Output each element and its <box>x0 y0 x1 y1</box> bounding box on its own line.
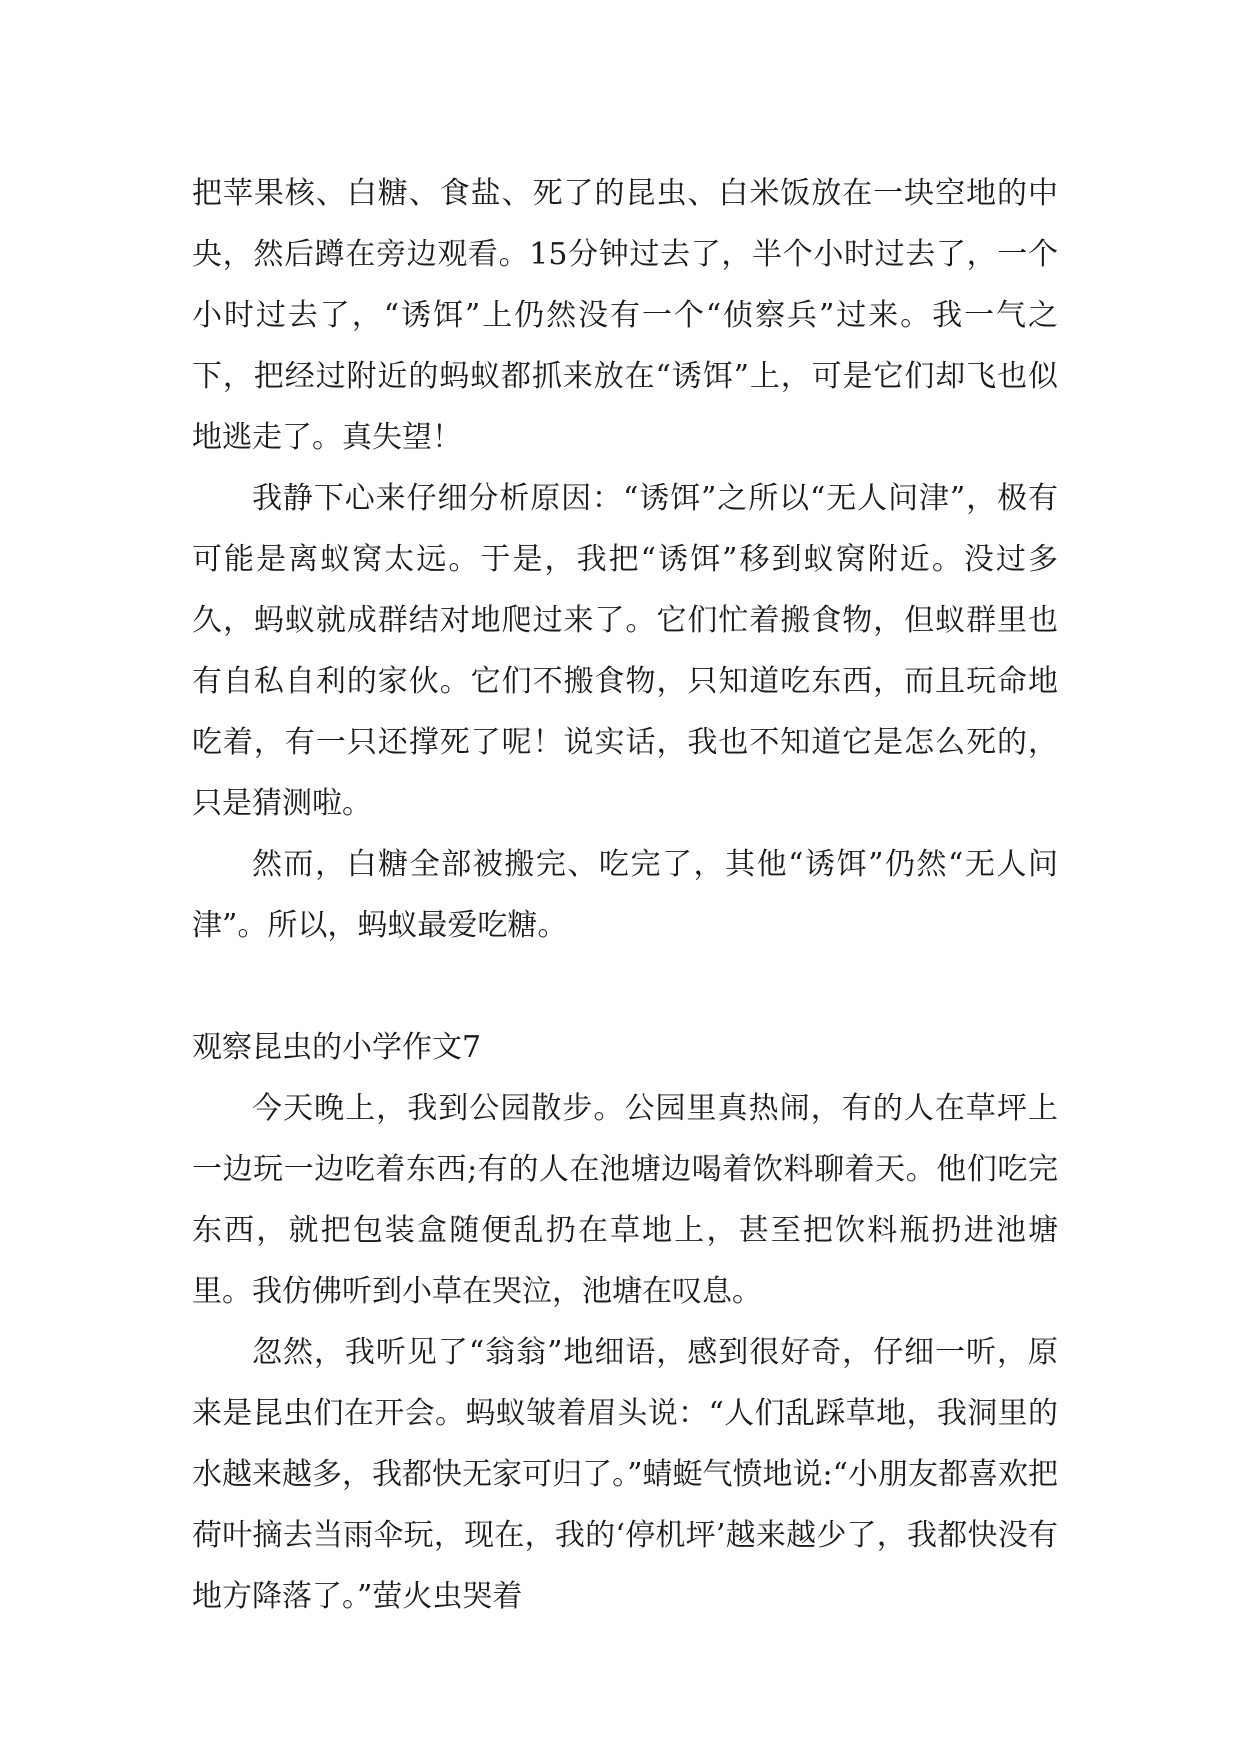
paragraph-park: 今天晚上，我到公园散步。公园里真热闹，有的人在草坪上一边玩一边吃着东西;有的人在池塘边喝着饮料聊着天。他们吃完东西，就把包装盒随便乱扔在草地上，甚至把饮料瓶扔进池塘里。我仿佛听到小草在哭泣，池塘在叹息。 <box>192 1091 1058 1309</box>
paragraph-continuation: 把苹果核、白糖、食盐、死了的昆虫、白米饭放在一块空地的中央，然后蹲在旁边观看。15分钟过去了，半个小时过去了，一个小时过去了，“诱饵”上仍然没有一个“侦察兵”过来。我一气之下，把经过附近的蚂蚁都抓来放在“诱饵”上，可是它们却飞也似地逃走了。真失望！ <box>192 176 1058 455</box>
paragraph-conclusion: 然而，白糖全部被搬完、吃完了，其他“诱饵”仍然“无人问津”。所以，蚂蚁最爱吃糖。 <box>192 847 1058 943</box>
section-title: 观察昆虫的小学作文7 <box>192 1030 482 1065</box>
document-page <box>192 163 1058 1627</box>
paragraph-insects-meeting: 忽然，我听见了“翁翁”地细语，感到很好奇，仔细一听，原来是昆虫们在开会。蚂蚁皱着眉头说：“人们乱踩草地，我洞里的水越来越多，我都快无家可归了。”蜻蜓气愤地说:“小朋友都喜欢把荷叶摘去当雨伞玩，现在，我的‘停机坪’越来越少了，我都快没有地方降落了。”萤火虫哭着 <box>192 1335 1058 1614</box>
paragraph-analysis: 我静下心来仔细分析原因：“诱饵”之所以“无人问津”，极有可能是离蚁窝太远。于是，我把“诱饵”移到蚁窝附近。没过多久，蚂蚁就成群结对地爬过来了。它们忙着搬食物，但蚁群里也有自私自利的家伙。它们不搬食物，只知道吃东西，而且玩命地吃着，有一只还撑死了呢！说实话，我也不知道它是怎么死的，只是猜测啦。 <box>192 481 1058 821</box>
